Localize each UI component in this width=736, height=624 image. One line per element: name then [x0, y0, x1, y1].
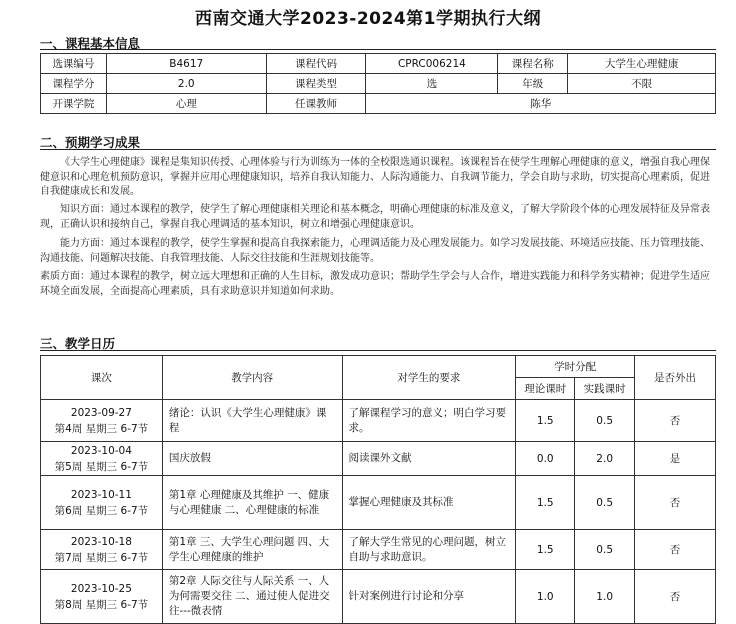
info-label: 课程名称 [498, 54, 568, 74]
info-label: 选课编号 [41, 54, 107, 74]
outcome-paragraph: 能力方面：通过本课程的教学，使学生掌握和提高自我探索能力，心理调适能力及心理发展能力。如学习发展技能、环境适应技能、压力管理技能、沟通技能、问题解决技能、自我管理技能、人际交往技能和生涯规划技能等。 [40, 238, 710, 264]
col-header-theory: 理论课时 [516, 378, 575, 400]
info-value: CPRC006214 [366, 54, 498, 74]
table-row [41, 530, 716, 570]
session-cell [41, 476, 163, 530]
section-heading-calendar: 三、教学日历 [40, 336, 116, 351]
theory-cell: 1.5 [516, 530, 575, 570]
outside-cell: 否 [635, 476, 716, 530]
content-cell: 第1章 心理健康及其维护 一、健康与心理健康 二、心理健康的标准 [162, 476, 342, 530]
section-divider [40, 350, 716, 351]
practice-cell: 1.0 [575, 570, 635, 624]
outside-cell: 是 [635, 442, 716, 476]
info-value: 不限 [568, 74, 716, 94]
info-value: 2.0 [106, 74, 266, 94]
info-row [41, 74, 716, 94]
requirement-cell: 了解课程学习的意义；明白学习要求。 [342, 400, 516, 442]
table-row [41, 442, 716, 476]
session-cell [41, 400, 163, 442]
col-header-practice: 实践课时 [575, 378, 635, 400]
section-divider [40, 49, 716, 50]
session-week: 第5周 星期三 6-7节 [54, 460, 149, 473]
table-row [41, 476, 716, 530]
info-label: 课程代码 [266, 54, 366, 74]
requirement-cell: 针对案例进行讨论和分享 [342, 570, 516, 624]
info-row [41, 94, 716, 114]
page-title: 西南交通大学2023-2024第1学期执行大纲 [194, 9, 541, 29]
col-header-outside: 是否外出 [635, 356, 716, 400]
outside-cell: 否 [635, 400, 716, 442]
outcome-paragraph: 素质方面：通过本课程的教学，树立远大理想和正确的人生目标，激发成功意识；帮助学生学会与人合作，增进实践能力和科学务实精神；促进学生适应环境全面发展，全面提高心理素质，具有求助意识并知道如何求助。 [40, 271, 710, 297]
session-week: 第6周 星期三 6-7节 [54, 504, 149, 517]
col-header-hours: 学时分配 [516, 356, 635, 378]
practice-cell: 0.5 [575, 400, 635, 442]
col-header-week: 课次 [41, 356, 163, 400]
outside-cell: 否 [635, 570, 716, 624]
session-date: 2023-10-11 [70, 488, 132, 501]
info-value: 陈华 [366, 94, 716, 114]
theory-cell: 0.0 [516, 442, 575, 476]
theory-cell: 1.5 [516, 400, 575, 442]
content-cell: 国庆放假 [162, 442, 342, 476]
info-label: 年级 [498, 74, 568, 94]
theory-cell: 1.5 [516, 476, 575, 530]
table-row [41, 400, 716, 442]
practice-cell: 0.5 [575, 530, 635, 570]
session-week: 第7周 星期三 6-7节 [54, 551, 149, 564]
requirement-cell: 阅读课外文献 [342, 442, 516, 476]
outcome-paragraph: 《大学生心理健康》课程是集知识传授、心理体验与行为训练为一体的全校限选通识课程。该课程旨在使学生理解心理健康的意义，增强自我心理保健意识和心理危机预防意识，掌握并应用心理健康知识，培养自我认知能力、人际沟通能力、自我调节能力，学会自助与求助，切实提高心理素质，促进自我健康成长和发展。 [40, 157, 710, 197]
col-header-requirement: 对学生的要求 [342, 356, 516, 400]
session-date: 2023-10-18 [70, 535, 132, 548]
session-cell [41, 442, 163, 476]
requirement-cell: 掌握心理健康及其标准 [342, 476, 516, 530]
info-value: 大学生心理健康 [568, 54, 716, 74]
session-date: 2023-09-27 [70, 406, 132, 419]
theory-cell: 1.0 [516, 570, 575, 624]
session-date: 2023-10-04 [70, 444, 132, 457]
info-value: 心理 [106, 94, 266, 114]
info-label: 任课教师 [266, 94, 366, 114]
info-label: 开课学院 [41, 94, 107, 114]
content-cell: 第2章 人际交往与人际关系 一、人为何需要交往 二、通过使人促进交往---微表情 [162, 570, 342, 624]
section-divider [40, 149, 716, 150]
teaching-calendar-table [40, 355, 716, 624]
outcome-paragraph: 知识方面：通过本课程的教学，使学生了解心理健康相关理论和基本概念，明确心理健康的标准及意义，了解大学阶段个体的心理发展特征及异常表现，正确认识和接纳自己，掌握自我心理调适的基本知识，树立和增强心理健康意识。 [40, 204, 710, 230]
info-label: 课程学分 [41, 74, 107, 94]
info-label: 课程类型 [266, 74, 366, 94]
outside-cell: 否 [635, 530, 716, 570]
session-cell [41, 570, 163, 624]
practice-cell: 2.0 [575, 442, 635, 476]
section-heading-basic-info: 一、课程基本信息 [40, 36, 141, 51]
col-header-content: 教学内容 [162, 356, 342, 400]
table-header-row [41, 356, 716, 378]
content-cell: 第1章 三、大学生心理问题 四、大学生心理健康的维护 [162, 530, 342, 570]
content-cell: 绪论：认识《大学生心理健康》课程 [162, 400, 342, 442]
requirement-cell: 了解大学生常见的心理问题，树立自助与求助意识。 [342, 530, 516, 570]
session-week: 第4周 星期三 6-7节 [54, 422, 149, 435]
table-row [41, 570, 716, 624]
session-cell [41, 530, 163, 570]
practice-cell: 0.5 [575, 476, 635, 530]
session-date: 2023-10-25 [70, 582, 132, 595]
info-value: 选 [366, 74, 498, 94]
section-heading-outcomes: 二、预期学习成果 [40, 135, 141, 150]
info-row [41, 54, 716, 74]
session-week: 第8周 星期三 6-7节 [54, 598, 149, 611]
info-value: B4617 [106, 54, 266, 74]
course-info-table [40, 53, 716, 114]
